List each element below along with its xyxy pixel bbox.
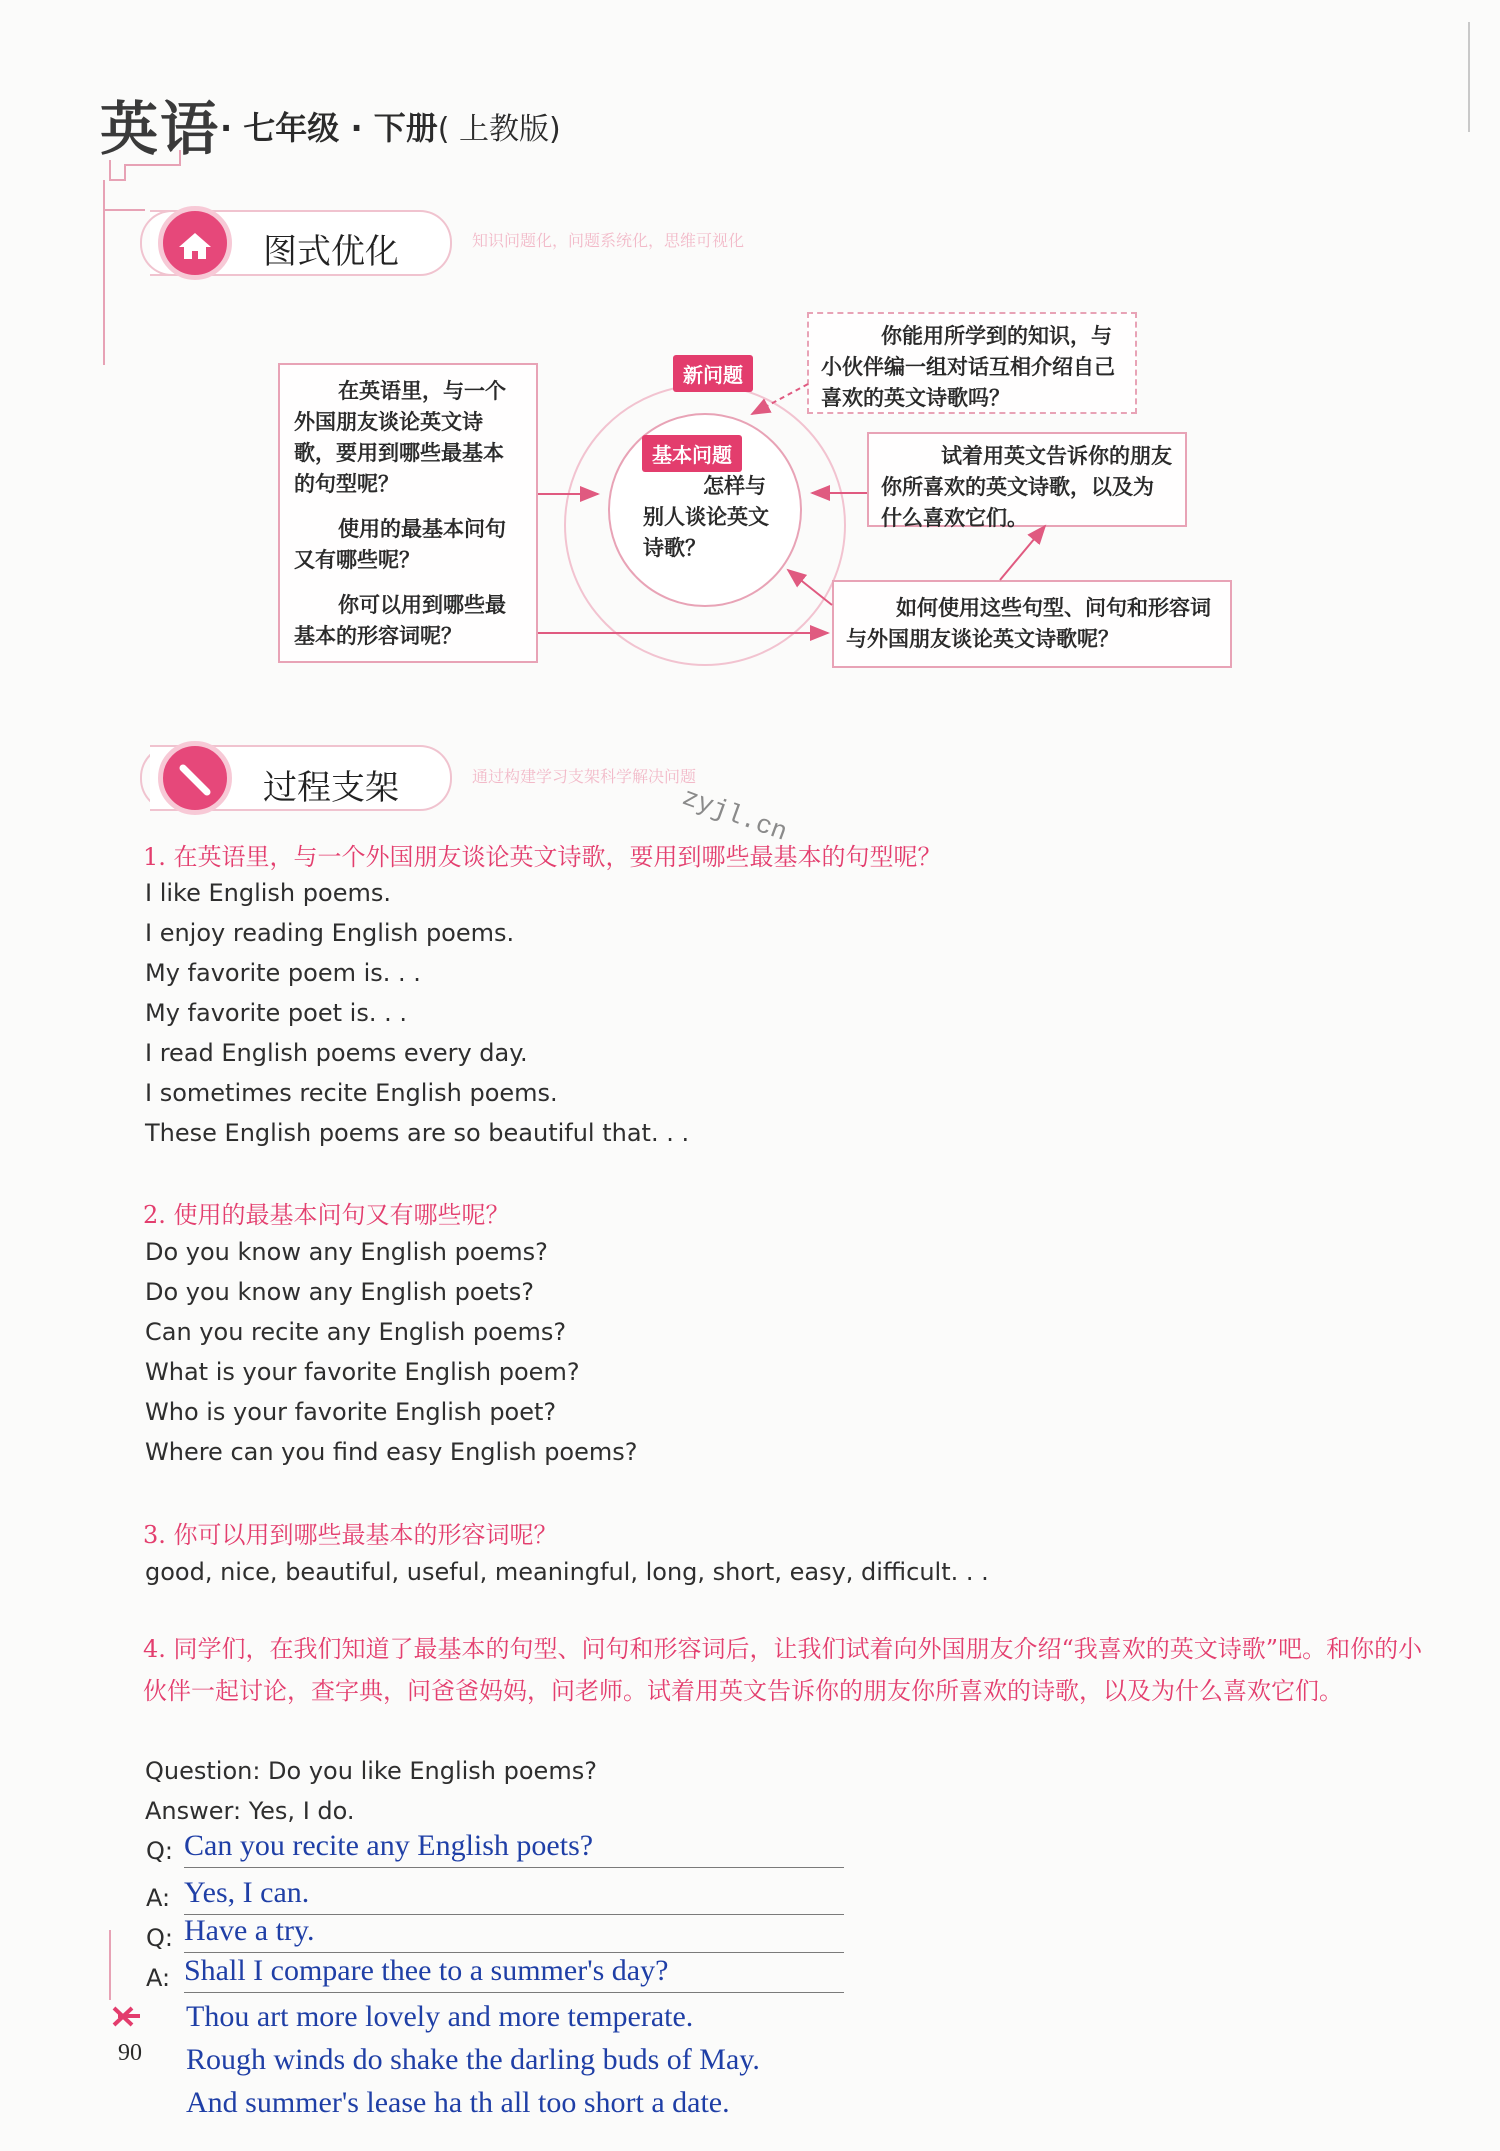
- dialog-label-2: A:: [146, 1884, 171, 1912]
- dialog-text-4: Shall I compare thee to a summer's day?: [184, 1954, 669, 1987]
- dialog-answer-line-4: [184, 1954, 844, 1993]
- q2-line-1: Do you know any English poems?: [145, 1238, 548, 1266]
- poem-line-2: Rough winds do shake the darling buds of May.: [186, 2043, 760, 2076]
- q4-example-answer: Answer: Yes, I do.: [145, 1797, 355, 1825]
- section-title-schema: 图式优化: [263, 232, 399, 272]
- dialog-answer-line-2: [184, 1876, 844, 1915]
- dialog-text-2: Yes, I can.: [184, 1876, 310, 1909]
- question-1: 1. 在英语里，与一个外国朋友谈论英文诗歌，要用到哪些最基本的句型呢？: [143, 843, 942, 871]
- q2-line-5: Who is your favorite English poet?: [145, 1398, 557, 1426]
- q1-line-2: I enjoy reading English poems.: [145, 919, 515, 947]
- q1-line-4: My favorite poet is. . .: [145, 999, 407, 1027]
- poem-line-3: And summer's lease ha th all too short a date.: [186, 2086, 730, 2119]
- diagram-center-question: 怎样与别人谈论英文诗歌？: [643, 473, 769, 560]
- question-2: 2. 使用的最基本问句又有哪些呢？: [143, 1201, 510, 1229]
- diagram-mid-right-box: 试着用英文告诉你的朋友你所喜欢的英文诗歌，以及为什么喜欢它们。: [867, 432, 1187, 527]
- diagram-bottom-right-box: 如何使用这些句型、问句和形容词与外国朋友谈论英文诗歌呢？: [832, 580, 1232, 668]
- poem-line-1: Thou art more lovely and more temperate.: [186, 2000, 694, 2033]
- header-grade-text: · 七年级 · 下册: [220, 109, 438, 147]
- dialog-answer-line-3: [184, 1914, 844, 1953]
- corner-decoration: [100, 1930, 160, 2040]
- q2-line-6: Where can you find easy English poems?: [145, 1438, 638, 1466]
- diagram-arrows: [0, 300, 1500, 700]
- dialog-text-1: Can you recite any English poets?: [184, 1829, 594, 1862]
- q1-line-3: My favorite poem is. . .: [145, 959, 421, 987]
- q1-line-5: I read English poems every day.: [145, 1039, 528, 1067]
- q4-example-question: Question: Do you like English poems?: [145, 1757, 597, 1785]
- dialog-answer-line-1: [184, 1829, 844, 1868]
- q1-line-6: I sometimes recite English poems.: [145, 1079, 558, 1107]
- q1-line-1: I like English poems.: [145, 879, 391, 907]
- q2-line-4: What is your favorite English poem?: [145, 1358, 580, 1386]
- pencil-icon: [158, 741, 232, 815]
- q2-line-3: Can you recite any English poems?: [145, 1318, 567, 1346]
- diagram-left-q1: 在英语里，与一个外国朋友谈论英文诗歌，要用到哪些最基本的句型呢？: [294, 378, 506, 496]
- page-number: 90: [118, 2040, 142, 2066]
- section-subtitle-process: 通过构建学习支架科学解决问题: [472, 767, 697, 786]
- diagram-left-q2: 使用的最基本问句又有哪些呢？: [294, 516, 506, 572]
- question-4: 4. 同学们，在我们知道了最基本的句型、问句和形容词后，让我们试着向外国朋友介绍“我喜欢的英文诗歌”吧。和你的小伙伴一起讨论，查字典，问爸爸妈妈，问老师。试着用英文告诉你的朋友你所喜欢的诗歌，以及为什么喜欢它们。: [143, 1635, 1423, 1705]
- q3-answer: good, nice, beautiful, useful, meaningful, long, short, easy, difficult. . .: [145, 1558, 989, 1586]
- header-subject: 英语: [100, 95, 221, 163]
- section-title-process: 过程支架: [263, 768, 399, 808]
- badge-new-question: 新问题: [673, 355, 753, 392]
- watermark: zyjl.cn: [678, 782, 792, 848]
- dialog-label-4: A:: [146, 1964, 171, 1992]
- diagram-top-right-box: 你能用所学到的知识，与小伙伴编一组对话互相介绍自己喜欢的英文诗歌吗？: [807, 312, 1137, 414]
- dialog-label-1: Q:: [146, 1837, 173, 1865]
- header-edition: ( 上教版): [437, 112, 561, 147]
- diagram-left-q3: 你可以用到哪些最基本的形容词呢？: [294, 592, 506, 648]
- badge-basic-question: 基本问题: [642, 435, 742, 472]
- q2-line-2: Do you know any English poets?: [145, 1278, 534, 1306]
- dialog-text-3: Have a try.: [184, 1914, 315, 1947]
- question-3: 3. 你可以用到哪些最基本的形容词呢？: [143, 1521, 558, 1549]
- q1-line-7: These English poems are so beautiful that. . .: [145, 1119, 690, 1147]
- dialog-label-3: Q:: [146, 1924, 173, 1952]
- house-icon: [158, 206, 232, 280]
- section-subtitle-schema: 知识问题化，问题系统化，思维可视化: [472, 231, 745, 250]
